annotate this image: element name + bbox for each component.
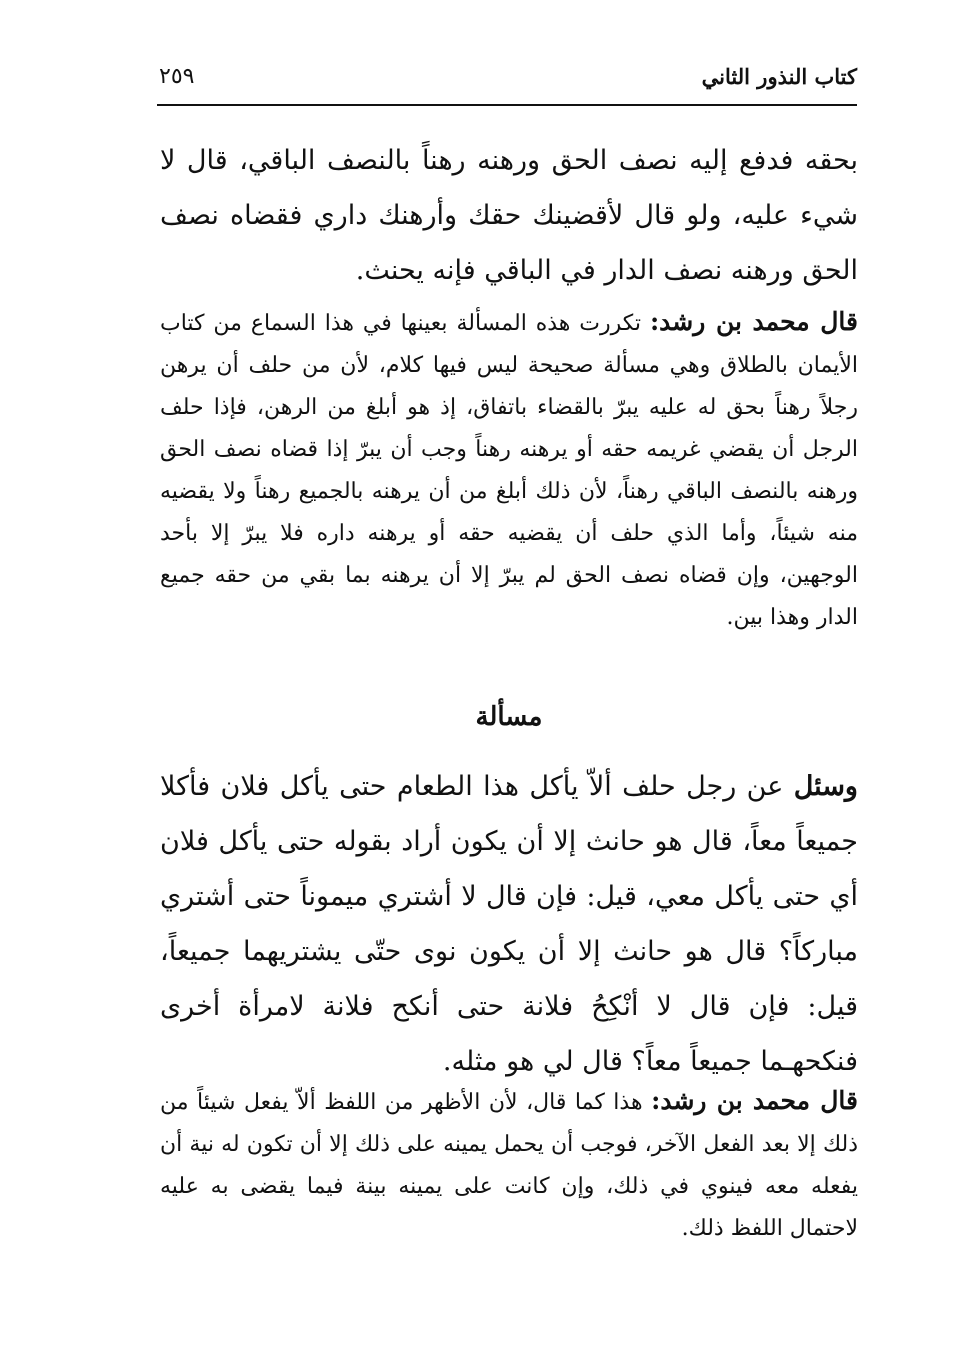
commentator-label: قال محمد بن رشد: <box>651 1086 858 1115</box>
paragraph-continuation <box>160 133 858 298</box>
paragraph-text: بحقه فدفع إليه نصف الحق ورهنه رهناً بالنصف الباقي، قال لا شيء عليه، ولو قال لأقضينك حقك وأرهنك داري فقضاه نصف الحق ورهنه نصف الدار في الباقي فإنه يحنث. <box>160 145 858 286</box>
running-title: كتاب النذور الثاني <box>701 64 857 89</box>
running-header <box>157 62 857 106</box>
question-paragraph <box>160 759 858 1089</box>
page-number: ٢٥٩ <box>159 64 195 89</box>
commentary-paragraph-1 <box>160 301 858 639</box>
commentary-text: تكررت هذه المسألة بعينها في هذا السماع من كتاب الأيمان بالطلاق وهي مسألة صحيحة ليس فيها كلام، لأن من حلف أن يرهن رجلاً رهناً بحق له عليه يبرّ بالقضاء باتفاق، إذ هو أبلغ من الرهن، فإذا حلف الرجل أن يقضي غريمه حقه أو يرهنه رهناً وجب أن يبرّ إذا قضاه نصف الحق ورهنه بالنصف الباقي رهناً، لأن ذلك أبلغ من أن يرهنه بالجميع رهناً ولا يقضيه منه شيئاً، وأما الذي حلف أن يقضيه حقه أو يرهنه داره فلا يبرّ إلا بأحد الوجهين، وإن قضاه نصف الحق لم يبرّ إلا أن يرهنه بما بقي من حقه جميع الدار وهذا بين. <box>160 311 858 630</box>
question-text: عن رجل حلف ألاّ يأكل هذا الطعام حتى يأكل فلان فأكلا جميعاً معاً، قال هو حانث إلا أن يكون أراد بقوله حتى يأكل فلان أي حتى يأكل معي، قيل: فإن قال لا أشتري ميموناً حتى أشتري مباركاً؟ قال هو حانث إلا أن يكون نوى حتّى يشتريهما جميعاً، قيل: فإن قال لا أنْكِحُ فلانة حتى أنكح فلانة لامرأة أخرى فنكحهـما جميعاً معاً؟ قال لي هو مثله. <box>160 771 858 1077</box>
commentator-label: قال محمد بن رشد: <box>649 307 858 336</box>
commentary-paragraph-2 <box>160 1080 858 1250</box>
question-lead-word: وسئل <box>793 771 858 802</box>
commentary-text: هذا كما قال، لأن الأظهر من اللفظ ألاّ يفعل شيئاً من ذلك إلا بعد الفعل الآخر، فوجب أن يحمل يمينه على ذلك إلا أن تكون له نية أن يفعله معه فينوي في ذلك، وإن كانت على يمينه بينة فيما يقضى به عليه لاحتمال اللفظ ذلك. <box>160 1090 859 1241</box>
section-heading: مسألة <box>475 702 543 732</box>
